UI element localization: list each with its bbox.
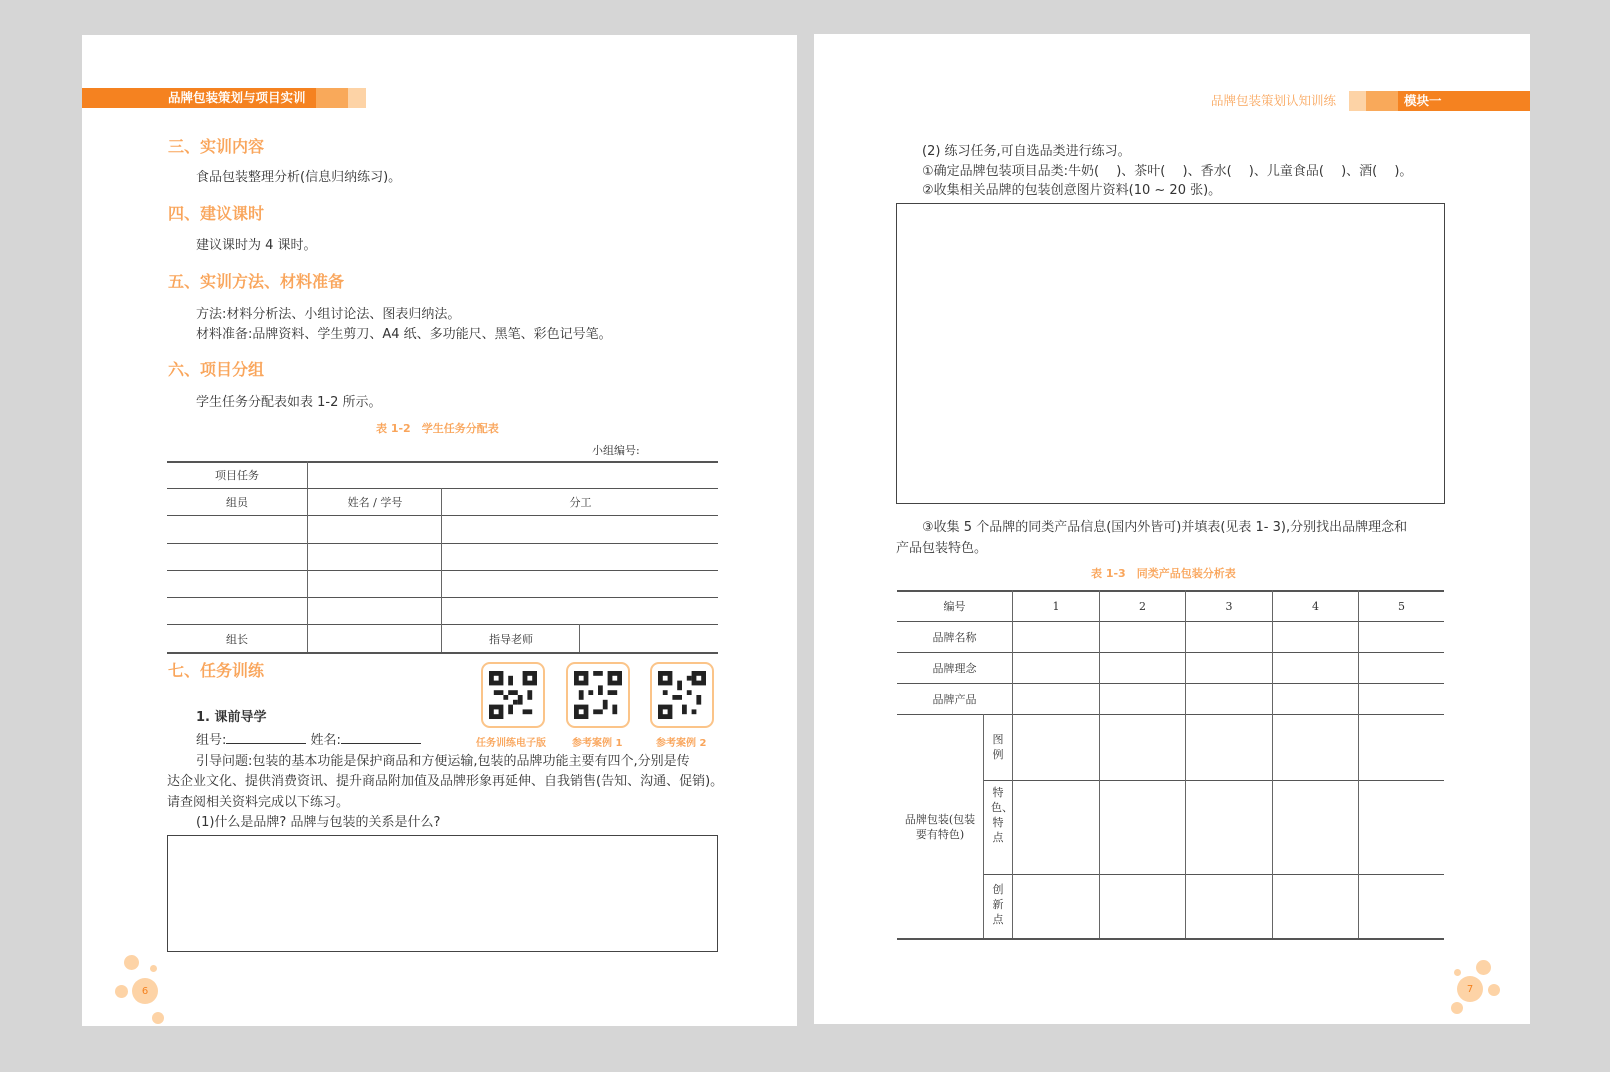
qr-code-icon <box>489 670 537 720</box>
col-header-5: 5 <box>1398 599 1405 613</box>
cell-leader: 组长 <box>226 632 248 646</box>
left-page <box>82 35 797 1026</box>
qr-code-case-2[interactable] <box>650 662 714 728</box>
section-title-7: 七、任务训练 <box>168 661 265 680</box>
answer-box-question-1[interactable] <box>167 835 718 952</box>
qr-code-icon <box>658 670 706 720</box>
guide-question-line-3: 请查阅相关资料完成以下练习。 <box>167 795 350 810</box>
sub-row-innovation: 创新点 <box>992 883 1004 926</box>
table-1-2-caption: 表 1-2 学生任务分配表 <box>376 422 499 435</box>
group-number-label: 小组编号: <box>592 444 640 457</box>
col-header-1: 1 <box>1052 599 1060 613</box>
col-header-name-id: 姓名 / 学号 <box>347 496 403 509</box>
section-title-5: 五、实训方法、材料准备 <box>168 272 345 291</box>
qr-code-case-1[interactable] <box>566 662 630 728</box>
qr-label-task-ebook: 任务训练电子版 <box>476 738 546 749</box>
group-no-field[interactable] <box>226 731 306 744</box>
section-3-text: 食品包装整理分析(信息归纳练习)。 <box>196 170 402 185</box>
practice-task-line: (2) 练习任务,可自选品类进行练习。 <box>922 144 1131 159</box>
chapter-subtitle: 品牌包装策划认知训练 <box>1211 93 1337 108</box>
guide-question-line-2: 达企业文化、提供消费资讯、提升商品附加值及品牌形象再延伸、自我销售(告知、沟通、促销)。 <box>167 774 724 789</box>
input-project-task[interactable] <box>309 462 718 488</box>
sub-row-legend: 图例 <box>992 733 1004 761</box>
section-6-text: 学生任务分配表如表 1-2 所示。 <box>196 395 382 410</box>
col-header-number: 编号 <box>943 600 966 613</box>
header-band-light <box>348 88 366 108</box>
name-label: 姓名: <box>310 733 341 748</box>
qr-label-case-1: 参考案例 1 <box>572 738 623 749</box>
cell-instructor: 指导老师 <box>489 632 533 646</box>
module-label: 模块一 <box>1404 93 1442 108</box>
table-1-3-caption: 表 1-3 同类产品包装分析表 <box>1091 567 1236 580</box>
col-header-4: 4 <box>1312 599 1319 613</box>
category-select-line: ①确定品牌包装项目品类:牛奶( )、茶叶( )、香水( )、儿童食品( )、酒( )。 <box>922 164 1413 179</box>
row-label-brand-packaging: 品牌包装(包装要有特色) <box>904 812 976 841</box>
collect-images-line: ②收集相关品牌的包装创意图片资料(10 ~ 20 张)。 <box>922 183 1222 198</box>
task-subtitle: 1. 课前导学 <box>196 710 267 725</box>
guide-question-line-1: 引导问题:包装的基本功能是保护商品和方便运输,包装的品牌功能主要有四个,分别是传 <box>196 754 690 769</box>
col-header-member: 组员 <box>226 496 248 509</box>
qr-label-case-2: 参考案例 2 <box>656 738 707 749</box>
image-collection-box[interactable] <box>896 203 1445 504</box>
cell-project-task: 项目任务 <box>215 469 259 482</box>
col-header-3: 3 <box>1225 599 1233 613</box>
page-number: 6 <box>132 978 158 1004</box>
name-field[interactable] <box>341 731 421 744</box>
right-page <box>814 34 1530 1024</box>
collect-brands-line-2: 产品包装特色。 <box>896 541 988 556</box>
header-band-light <box>1349 91 1366 111</box>
col-header-division: 分工 <box>569 496 592 509</box>
collect-brands-line-1: ③收集 5 个品牌的同类产品信息(国内外皆可)并填表(见表 1- 3),分别找出品牌理念和 <box>922 520 1408 535</box>
qr-code-task-ebook[interactable] <box>481 662 545 728</box>
row-label-brand-concept: 品牌理念 <box>932 662 977 675</box>
page-number: 7 <box>1457 976 1483 1002</box>
section-5-materials: 材料准备:品牌资料、学生剪刀、A4 纸、多功能尺、黑笔、彩色记号笔。 <box>196 327 612 342</box>
group-name-fields <box>196 729 421 748</box>
row-label-brand-name: 品牌名称 <box>932 631 977 644</box>
section-5-method: 方法:材料分析法、小组讨论法、图表归纳法。 <box>196 307 461 322</box>
row-label-brand-product: 品牌产品 <box>932 693 977 706</box>
section-title-6: 六、项目分组 <box>168 360 265 379</box>
section-title-4: 四、建议课时 <box>168 204 265 223</box>
book-title: 品牌包装策划与项目实训 <box>168 90 306 105</box>
question-1: (1)什么是品牌? 品牌与包装的关系是什么? <box>196 815 441 830</box>
header-band-mid <box>316 88 348 108</box>
qr-code-icon <box>574 670 622 720</box>
group-no-label: 组号: <box>196 733 227 748</box>
col-header-2: 2 <box>1139 599 1146 613</box>
section-title-3: 三、实训内容 <box>168 137 265 156</box>
sub-row-features: 特色、特点 <box>991 786 1013 844</box>
section-4-text: 建议课时为 4 课时。 <box>196 238 317 253</box>
header-band-mid <box>1366 91 1398 111</box>
